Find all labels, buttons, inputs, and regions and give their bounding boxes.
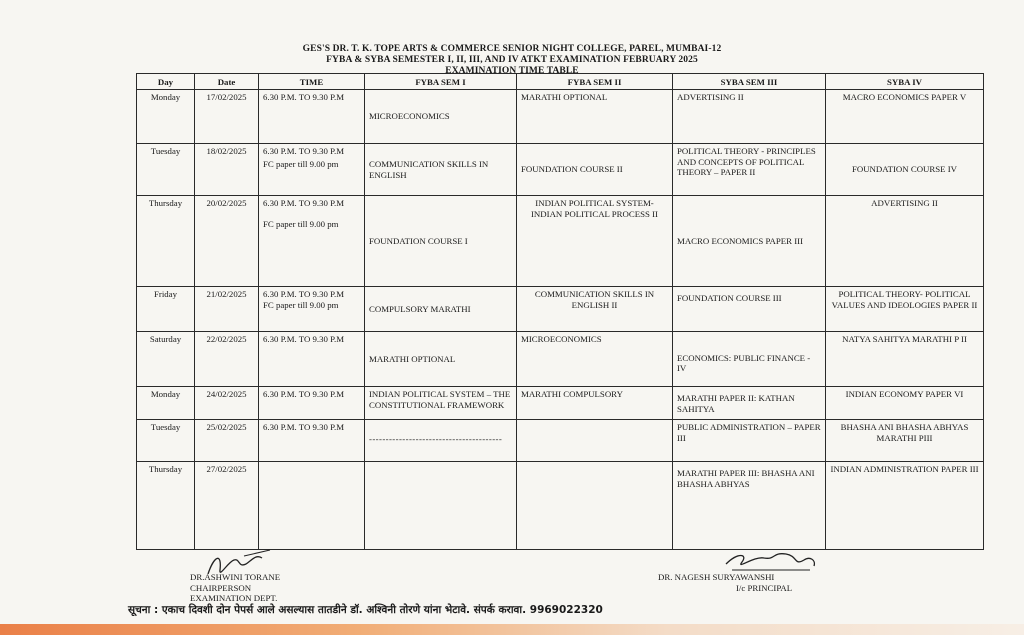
time-text: 6.30 P.M. TO 9.30 P.M <box>263 334 345 344</box>
syba-sem4-cell: BHASHA ANI BHASHA ABHYAS MARATHI PIII <box>826 420 984 462</box>
table-row <box>137 90 984 144</box>
time-cell <box>259 196 365 287</box>
time-cell <box>259 420 365 462</box>
day-cell: Tuesday <box>137 144 195 196</box>
fyba-sem2-cell <box>517 420 673 462</box>
day-cell: Tuesday <box>137 420 195 462</box>
chairperson-role: CHAIRPERSON <box>190 582 252 593</box>
fyba-sem2-cell: MARATHI OPTIONAL <box>517 90 673 144</box>
date-cell: 17/02/2025 <box>195 90 259 144</box>
date-cell: 21/02/2025 <box>195 287 259 332</box>
date-cell: 20/02/2025 <box>195 196 259 287</box>
date-cell: 24/02/2025 <box>195 387 259 420</box>
day-cell: Saturday <box>137 332 195 387</box>
header-row <box>137 74 984 90</box>
syba-sem4-cell: MACRO ECONOMICS PAPER V <box>826 90 984 144</box>
table-row <box>137 287 984 332</box>
fyba-sem2-cell <box>517 462 673 550</box>
col-header-time: TIME <box>259 74 365 90</box>
time-text: 6.30 P.M. TO 9.30 P.M <box>263 92 345 102</box>
time-cell <box>259 144 365 196</box>
principal-name: DR. NAGESH SURYAWANSHI <box>658 572 775 582</box>
college-name: GES'S DR. T. K. TOPE ARTS & COMMERCE SENIOR NIGHT COLLEGE, PAREL, MUMBAI-12 <box>302 44 722 54</box>
chairperson-name: DR.ASHWINI TORANE <box>190 572 281 582</box>
principal-role: I/c PRINCIPAL <box>736 582 793 593</box>
fyba-sem1-cell <box>365 462 517 550</box>
time-text: 6.30 P.M. TO 9.30 P.M <box>263 289 345 299</box>
col-header-fyba-sem1: FYBA SEM I <box>365 74 517 90</box>
fc-note: FC paper till 9.00 pm <box>263 299 339 310</box>
day-cell: Monday <box>137 90 195 144</box>
syba-sem3-cell: POLITICAL THEORY - PRINCIPLES AND CONCEPTS OF POLITICAL THEORY – PAPER II <box>673 144 826 196</box>
table-row <box>137 462 984 550</box>
date-cell: 18/02/2025 <box>195 144 259 196</box>
table-row <box>137 332 984 387</box>
exam-timetable <box>136 73 984 550</box>
timetable-heading: EXAMINATION TIME TABLE <box>445 66 579 76</box>
principal-signature-block <box>658 572 792 593</box>
day-cell: Thursday <box>137 462 195 550</box>
col-header-day: Day <box>137 74 195 90</box>
fyba-sem1-cell: COMPULSORY MARATHI <box>365 287 517 332</box>
syba-sem4-cell: ADVERTISING II <box>826 196 984 287</box>
fyba-sem2-cell: COMMUNICATION SKILLS IN ENGLISH II <box>517 287 673 332</box>
page-edge-band <box>0 624 1024 635</box>
table-row <box>137 387 984 420</box>
date-cell: 25/02/2025 <box>195 420 259 462</box>
table-row <box>137 144 984 196</box>
time-text: 6.30 P.M. TO 9.30 P.M <box>263 146 345 156</box>
chairperson-signature-block <box>190 572 280 604</box>
col-header-syba-sem3: SYBA SEM III <box>673 74 826 90</box>
syba-sem4-cell: INDIAN ECONOMY PAPER VI <box>826 387 984 420</box>
fyba-sem1-cell: COMMUNICATION SKILLS IN ENGLISH <box>365 144 517 196</box>
day-cell: Thursday <box>137 196 195 287</box>
fc-note: FC paper till 9.00 pm <box>263 218 339 229</box>
fyba-sem2-cell: FOUNDATION COURSE II <box>517 144 673 196</box>
syba-sem3-cell: ADVERTISING II <box>673 90 826 144</box>
time-cell <box>259 287 365 332</box>
syba-sem3-cell: PUBLIC ADMINISTRATION – PAPER III <box>673 420 826 462</box>
footer-notice: सूचना : एकाच दिवशी दोन पेपर्स आले असल्यास तातडीने डॉ. अश्विनी तोरणे यांना भेटावे. संपर्क करावा. 9969022320 <box>128 604 603 616</box>
col-header-date: Date <box>195 74 259 90</box>
fyba-sem1-cell: FOUNDATION COURSE I <box>365 196 517 287</box>
col-header-fyba-sem2: FYBA SEM II <box>517 74 673 90</box>
examination-dept: EXAMINATION DEPT. <box>190 593 278 603</box>
time-cell <box>259 387 365 420</box>
time-cell <box>259 332 365 387</box>
col-header-syba-sem4: SYBA IV <box>826 74 984 90</box>
table-row <box>137 196 984 287</box>
date-cell: 27/02/2025 <box>195 462 259 550</box>
day-cell: Friday <box>137 287 195 332</box>
day-cell: Monday <box>137 387 195 420</box>
fyba-sem1-cell: ---------------------------------------- <box>365 420 517 462</box>
date-cell: 22/02/2025 <box>195 332 259 387</box>
syba-sem4-cell: NATYA SAHITYA MARATHI P II <box>826 332 984 387</box>
syba-sem4-cell: INDIAN ADMINISTRATION PAPER III <box>826 462 984 550</box>
time-text: 6.30 P.M. TO 9.30 P.M <box>263 422 345 432</box>
syba-sem3-cell: ECONOMICS: PUBLIC FINANCE - IV <box>673 332 826 387</box>
time-text: 6.30 P.M. TO 9.30 P.M <box>263 389 345 399</box>
fyba-sem2-cell: MARATHI COMPULSORY <box>517 387 673 420</box>
fyba-sem1-cell: INDIAN POLITICAL SYSTEM – THE CONSTITUTIONAL FRAMEWORK <box>365 387 517 420</box>
fyba-sem2-cell: MICROECONOMICS <box>517 332 673 387</box>
syba-sem3-cell: MACRO ECONOMICS PAPER III <box>673 196 826 287</box>
fyba-sem1-cell: MICROECONOMICS <box>365 90 517 144</box>
exam-title: FYBA & SYBA SEMESTER I, II, III, AND IV ATKT EXAMINATION FEBRUARY 2025 <box>326 55 698 65</box>
table-row <box>137 420 984 462</box>
syba-sem3-cell: FOUNDATION COURSE III <box>673 287 826 332</box>
fyba-sem2-cell: INDIAN POLITICAL SYSTEM- INDIAN POLITICAL PROCESS II <box>517 196 673 287</box>
syba-sem4-cell: FOUNDATION COURSE IV <box>826 144 984 196</box>
syba-sem3-cell: MARATHI PAPER II: KATHAN SAHITYA <box>673 387 826 420</box>
fyba-sem1-cell: MARATHI OPTIONAL <box>365 332 517 387</box>
time-cell <box>259 90 365 144</box>
time-text: 6.30 P.M. TO 9.30 P.M <box>263 198 345 208</box>
fc-note: FC paper till 9.00 pm <box>263 158 339 169</box>
syba-sem3-cell: MARATHI PAPER III: BHASHA ANI BHASHA ABHYAS <box>673 462 826 550</box>
time-cell <box>259 462 365 550</box>
syba-sem4-cell: POLITICAL THEORY- POLITICAL VALUES AND IDEOLOGIES PAPER II <box>826 287 984 332</box>
